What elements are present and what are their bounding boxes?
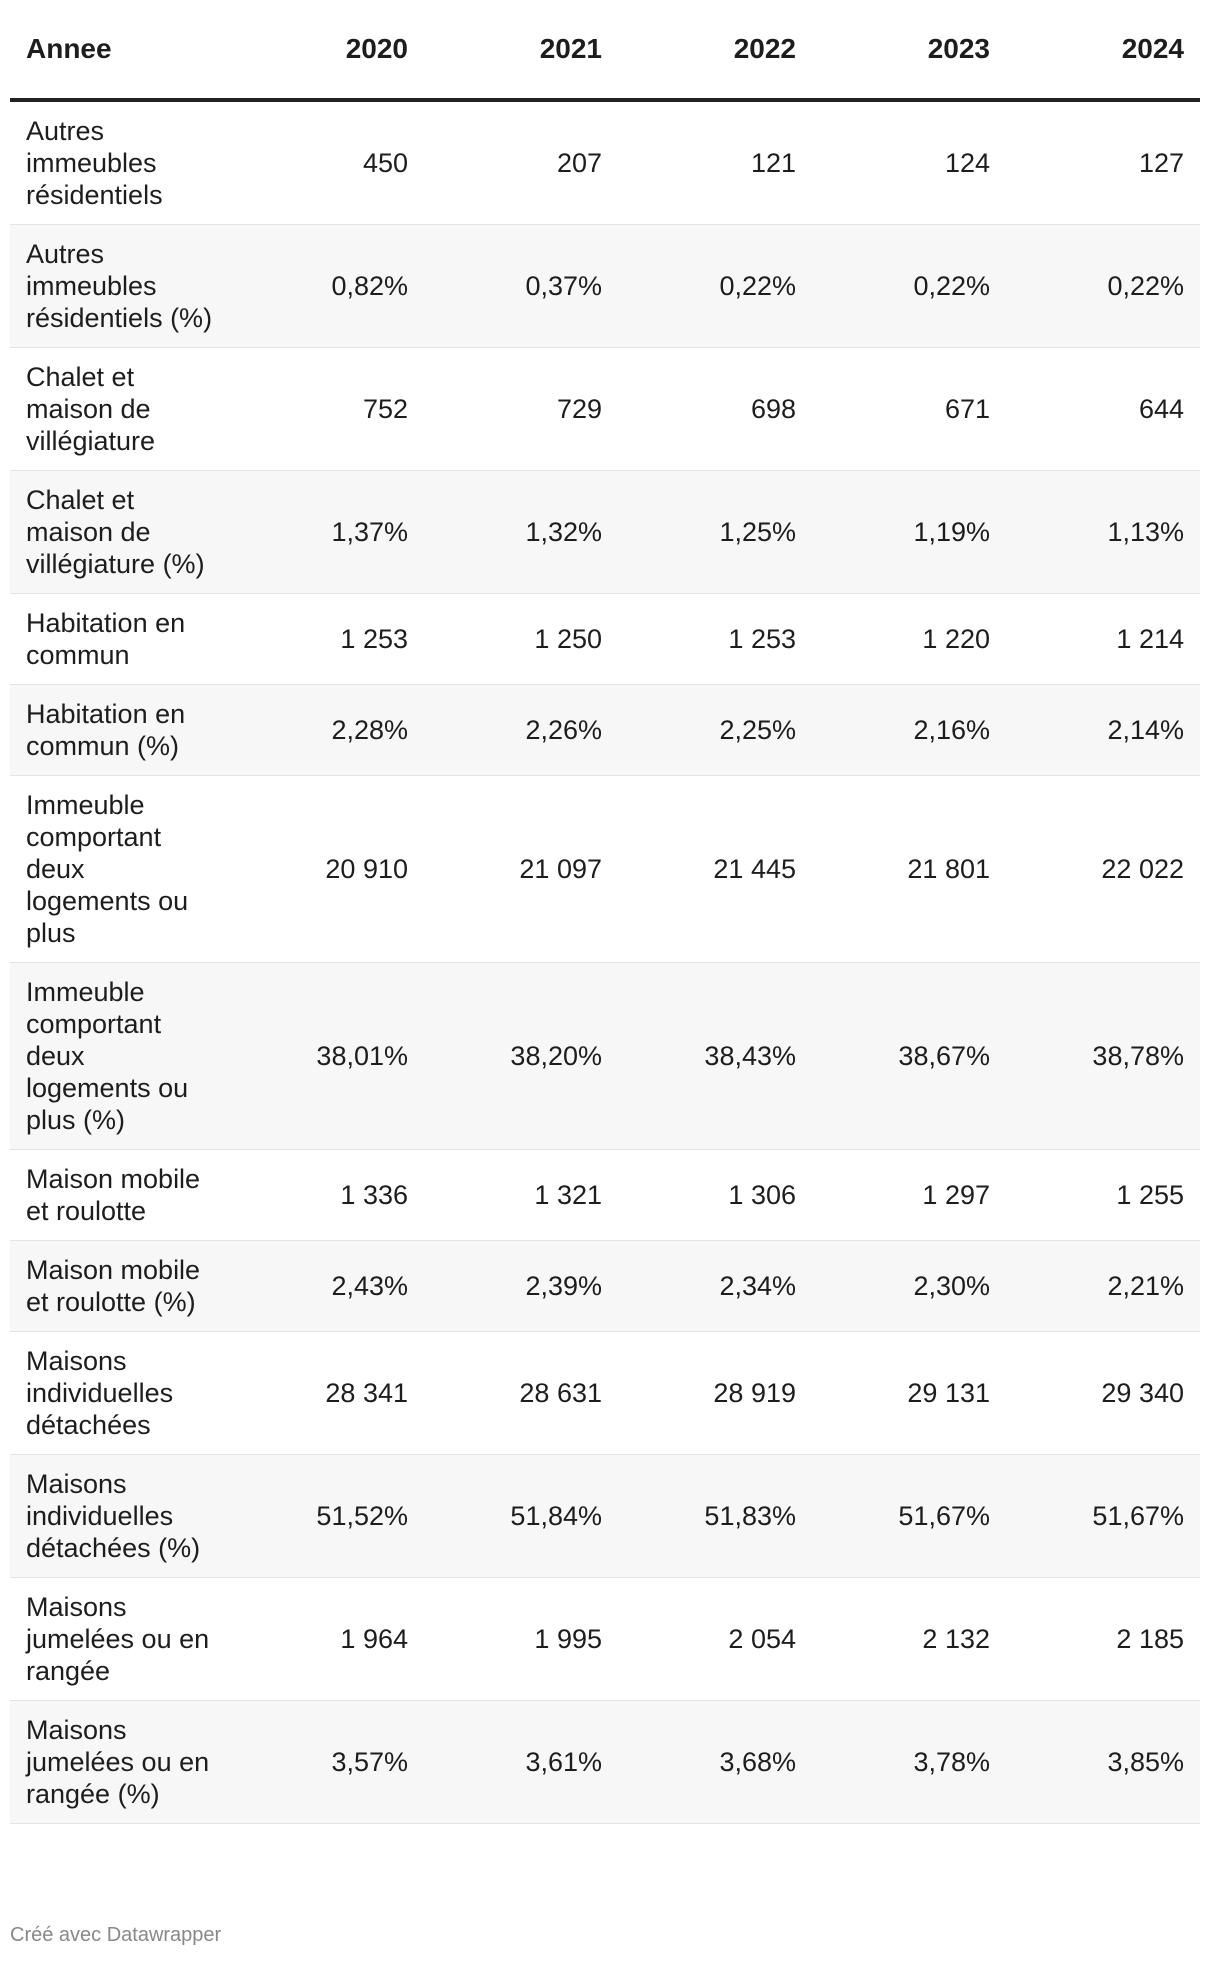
table-cell: 3,78% [812, 1701, 1006, 1824]
table-cell: 752 [230, 348, 424, 471]
table-cell: 22 022 [1006, 776, 1200, 963]
table-row [10, 1150, 1200, 1241]
table-row [10, 594, 1200, 685]
table-row [10, 1455, 1200, 1578]
row-label: Chalet et maison de villégiature (%) [10, 471, 230, 594]
table-cell: 3,85% [1006, 1701, 1200, 1824]
table-cell: 28 341 [230, 1332, 424, 1455]
table-cell: 1 214 [1006, 594, 1200, 685]
table-row [10, 1241, 1200, 1332]
table-cell: 1,13% [1006, 471, 1200, 594]
table-cell: 671 [812, 348, 1006, 471]
table-cell: 729 [424, 348, 618, 471]
table-cell: 2,39% [424, 1241, 618, 1332]
table-row [10, 348, 1200, 471]
table-cell: 1,37% [230, 471, 424, 594]
table-cell: 2 054 [618, 1578, 812, 1701]
table-row [10, 1701, 1200, 1824]
table-cell: 121 [618, 100, 812, 225]
data-table-container [10, 0, 1200, 1824]
column-header-2022[interactable]: 2022 [618, 0, 812, 100]
table-cell: 1 250 [424, 594, 618, 685]
table-cell: 2 132 [812, 1578, 1006, 1701]
table-cell: 21 801 [812, 776, 1006, 963]
table-cell: 3,68% [618, 1701, 812, 1824]
table-cell: 207 [424, 100, 618, 225]
table-cell: 3,57% [230, 1701, 424, 1824]
table-cell: 1,25% [618, 471, 812, 594]
row-label: Autres immeubles résidentiels [10, 100, 230, 225]
table-cell: 38,67% [812, 963, 1006, 1150]
table-cell: 0,82% [230, 225, 424, 348]
table-cell: 0,22% [812, 225, 1006, 348]
table-cell: 1 297 [812, 1150, 1006, 1241]
table-cell: 1,19% [812, 471, 1006, 594]
row-label: Habitation en commun (%) [10, 685, 230, 776]
table-row [10, 963, 1200, 1150]
table-cell: 20 910 [230, 776, 424, 963]
column-header-2024[interactable]: 2024 [1006, 0, 1200, 100]
table-cell: 21 097 [424, 776, 618, 963]
table-cell: 1 306 [618, 1150, 812, 1241]
data-table [10, 0, 1200, 1824]
datawrapper-credit: Créé avec Datawrapper [10, 1924, 222, 1946]
table-cell: 2,28% [230, 685, 424, 776]
table-cell: 51,67% [1006, 1455, 1200, 1578]
table-row [10, 471, 1200, 594]
table-row [10, 225, 1200, 348]
table-cell: 1 321 [424, 1150, 618, 1241]
table-cell: 29 131 [812, 1332, 1006, 1455]
column-header-annee[interactable]: Annee [10, 0, 230, 100]
row-label: Maisons jumelées ou en rangée (%) [10, 1701, 230, 1824]
table-cell: 51,84% [424, 1455, 618, 1578]
table-cell: 1 964 [230, 1578, 424, 1701]
table-cell: 2,21% [1006, 1241, 1200, 1332]
row-label: Immeuble comportant deux logements ou plus (%) [10, 963, 230, 1150]
table-cell: 450 [230, 100, 424, 225]
table-cell: 1 220 [812, 594, 1006, 685]
table-cell: 0,22% [618, 225, 812, 348]
table-cell: 644 [1006, 348, 1200, 471]
table-cell: 21 445 [618, 776, 812, 963]
table-cell: 2,25% [618, 685, 812, 776]
table-row [10, 776, 1200, 963]
column-header-2023[interactable]: 2023 [812, 0, 1006, 100]
table-cell: 38,43% [618, 963, 812, 1150]
table-cell: 38,78% [1006, 963, 1200, 1150]
table-cell: 38,20% [424, 963, 618, 1150]
row-label: Maisons individuelles détachées (%) [10, 1455, 230, 1578]
row-label: Maison mobile et roulotte (%) [10, 1241, 230, 1332]
table-cell: 127 [1006, 100, 1200, 225]
table-cell: 1 253 [230, 594, 424, 685]
table-cell: 2,26% [424, 685, 618, 776]
table-cell: 1 336 [230, 1150, 424, 1241]
table-cell: 51,52% [230, 1455, 424, 1578]
row-label: Maisons individuelles détachées [10, 1332, 230, 1455]
table-cell: 0,37% [424, 225, 618, 348]
table-cell: 1 255 [1006, 1150, 1200, 1241]
table-cell: 2,34% [618, 1241, 812, 1332]
table-cell: 38,01% [230, 963, 424, 1150]
row-label: Habitation en commun [10, 594, 230, 685]
row-label: Chalet et maison de villégiature [10, 348, 230, 471]
table-cell: 51,83% [618, 1455, 812, 1578]
column-header-2021[interactable]: 2021 [424, 0, 618, 100]
table-row [10, 100, 1200, 225]
table-cell: 1 995 [424, 1578, 618, 1701]
table-cell: 29 340 [1006, 1332, 1200, 1455]
table-cell: 28 631 [424, 1332, 618, 1455]
table-cell: 1,32% [424, 471, 618, 594]
table-cell: 124 [812, 100, 1006, 225]
table-cell: 51,67% [812, 1455, 1006, 1578]
column-header-2020[interactable]: 2020 [230, 0, 424, 100]
header-row [10, 0, 1200, 100]
table-row [10, 685, 1200, 776]
row-label: Maisons jumelées ou en rangée [10, 1578, 230, 1701]
row-label: Autres immeubles résidentiels (%) [10, 225, 230, 348]
table-row [10, 1578, 1200, 1701]
table-cell: 698 [618, 348, 812, 471]
table-cell: 0,22% [1006, 225, 1200, 348]
row-label: Maison mobile et roulotte [10, 1150, 230, 1241]
table-cell: 1 253 [618, 594, 812, 685]
table-cell: 2,43% [230, 1241, 424, 1332]
table-cell: 2,30% [812, 1241, 1006, 1332]
table-row [10, 1332, 1200, 1455]
table-cell: 3,61% [424, 1701, 618, 1824]
table-cell: 2 185 [1006, 1578, 1200, 1701]
row-label: Immeuble comportant deux logements ou plus [10, 776, 230, 963]
table-cell: 2,14% [1006, 685, 1200, 776]
table-cell: 2,16% [812, 685, 1006, 776]
table-cell: 28 919 [618, 1332, 812, 1455]
